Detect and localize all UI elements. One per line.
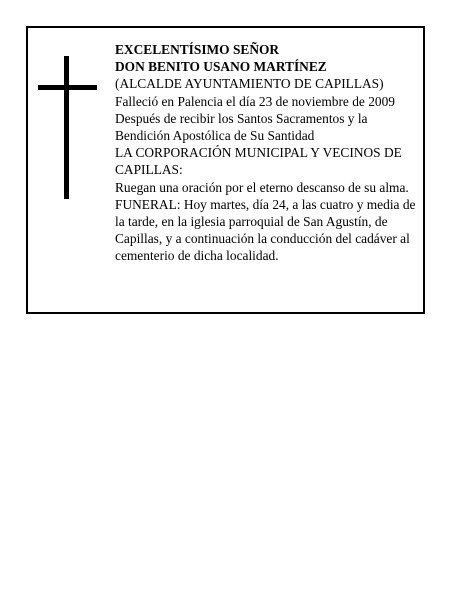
death-line: Falleció en Palencia el día 23 de noviembre de 2009 [115,93,395,109]
funeral-line-2: la tarde, en la iglesia parroquial de San Agustín, de [115,214,388,230]
corporation-line-1: LA CORPORACIÓN MUNICIPAL Y VECINOS DE [115,145,402,161]
deceased-name: DON BENITO USANO MARTÍNEZ [115,59,327,75]
cross-horizontal-bar [38,85,97,90]
cross-vertical-bar [64,56,69,199]
sacraments-line-1: Después de recibir los Santos Sacramentos y la [115,110,368,126]
salutation: EXCELENTÍSIMO SEÑOR [115,42,280,57]
notice-text [115,41,423,265]
funeral-line-1: FUNERAL: Hoy martes, día 24, a las cuatro y media de [115,196,416,212]
deceased-title: (ALCALDE AYUNTAMIENTO DE CAPILLAS) [115,76,384,92]
funeral-line-4: cementerio de dicha localidad. [115,248,279,264]
sacraments-line-2: Bendición Apostólica de Su Santidad [115,128,315,144]
funeral-line-3: Capillas, y a continuación la conducción del cadáver al [115,231,410,247]
corporation-line-2: CAPILLAS: [115,162,183,178]
obituary-notice [26,26,425,314]
prayer-line: Ruegan una oración por el eterno descanso de su alma. [115,179,409,195]
